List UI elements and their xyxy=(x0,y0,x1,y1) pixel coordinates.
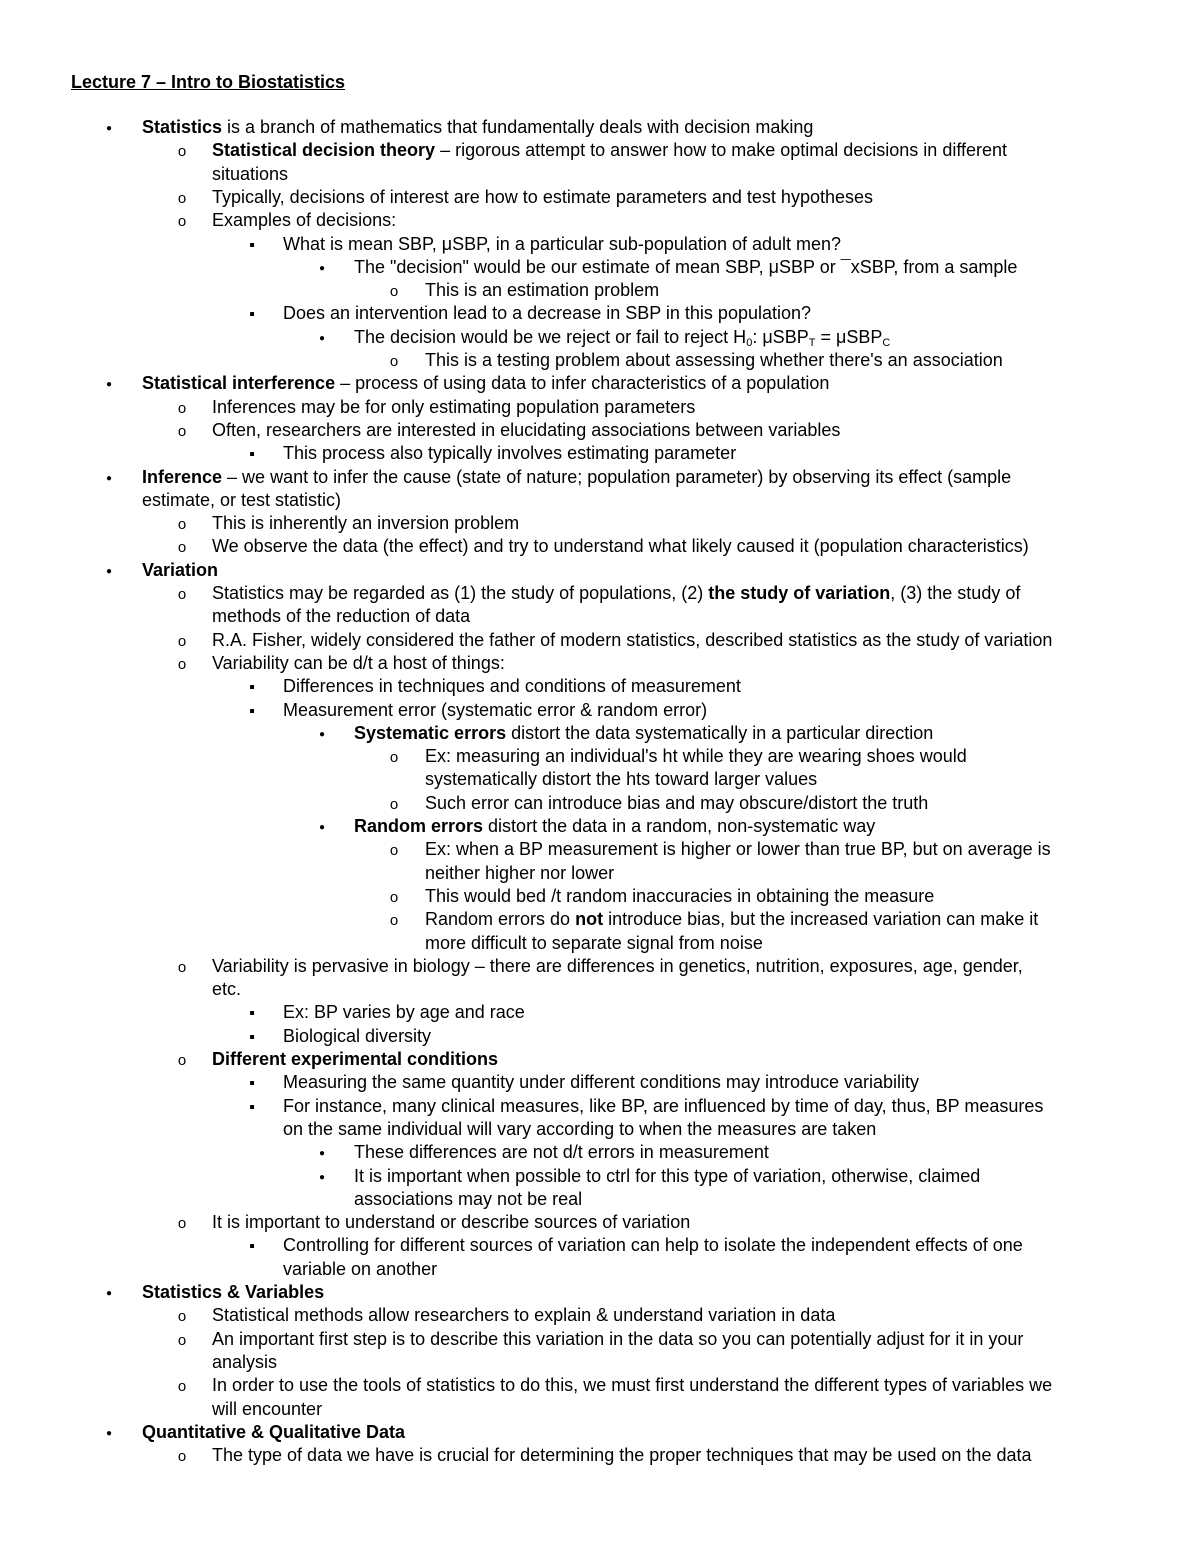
disc-bullet-icon xyxy=(101,116,117,142)
list-item-level-2: Variability can be d/t a host of things: xyxy=(212,652,505,673)
list-item-level-1: Variation xyxy=(142,559,219,580)
list-item-level-4: Systematic errors distort the data systematically in a particular direction xyxy=(354,722,934,743)
list-item-level-3: variable on another xyxy=(283,1258,438,1279)
circle-bullet-icon xyxy=(174,186,190,210)
disc-bullet-icon xyxy=(314,815,330,841)
list-item-level-2: This is inherently an inversion problem xyxy=(212,513,520,534)
circle-bullet-icon xyxy=(174,139,190,163)
disc-bullet-icon xyxy=(314,256,330,282)
list-item-level-5: Ex: measuring an individual's ht while they are wearing shoes would xyxy=(425,746,967,767)
circle-bullet-icon xyxy=(174,955,190,979)
circle-bullet-icon xyxy=(174,1211,190,1235)
circle-bullet-icon xyxy=(174,512,190,536)
list-item-level-2: etc. xyxy=(212,979,242,1000)
circle-bullet-icon xyxy=(386,745,402,769)
circle-bullet-icon xyxy=(174,396,190,420)
square-bullet-icon xyxy=(244,1234,260,1258)
list-item-level-2: Inferences may be for only estimating population parameters xyxy=(212,396,696,417)
list-item-level-1: estimate, or test statistic) xyxy=(142,489,342,510)
square-bullet-icon xyxy=(244,1095,260,1119)
list-item-level-1: Statistical interference – process of using data to infer characteristics of a population xyxy=(142,373,830,394)
circle-bullet-icon xyxy=(174,1304,190,1328)
circle-bullet-icon xyxy=(386,838,402,862)
list-item-level-2: Often, researchers are interested in elucidating associations between variables xyxy=(212,419,841,440)
list-item-level-5: systematically distort the hts toward larger values xyxy=(425,769,818,790)
list-item-level-2: Statistical methods allow researchers to explain & understand variation in data xyxy=(212,1305,836,1326)
circle-bullet-icon xyxy=(174,1374,190,1398)
list-item-level-5: neither higher nor lower xyxy=(425,862,615,883)
circle-bullet-icon xyxy=(174,582,190,606)
list-item-level-5: Random errors do not introduce bias, but the increased variation can make it xyxy=(425,909,1039,930)
circle-bullet-icon xyxy=(174,1444,190,1468)
list-item-level-5: This is an estimation problem xyxy=(425,280,660,301)
circle-bullet-icon xyxy=(174,1048,190,1072)
list-item-level-2: Examples of decisions: xyxy=(212,210,397,231)
list-item-level-2: R.A. Fisher, widely considered the father of modern statistics, described statistics as the study of variation xyxy=(212,629,1053,650)
list-item-level-4: The "decision" would be our estimate of mean SBP, μSBP or ¯xSBP, from a sample xyxy=(354,256,1018,277)
list-item-level-3: on the same individual will vary according to when the measures are taken xyxy=(283,1118,877,1139)
disc-bullet-icon xyxy=(101,1281,117,1307)
list-item-level-2: Statistics may be regarded as (1) the study of populations, (2) the study of variation, (3) the study of xyxy=(212,583,1021,603)
circle-bullet-icon xyxy=(174,652,190,676)
list-item-level-1: Statistics & Variables xyxy=(142,1282,325,1302)
disc-bullet-icon xyxy=(314,1141,330,1167)
disc-bullet-icon xyxy=(101,372,117,398)
list-item-level-3: Measuring the same quantity under different conditions may introduce variability xyxy=(283,1072,920,1093)
circle-bullet-icon xyxy=(174,535,190,559)
square-bullet-icon xyxy=(244,1001,260,1025)
circle-bullet-icon xyxy=(174,419,190,443)
list-item-level-4: The decision would be we reject or fail to reject $H_0$: μSBP$_T$ = μSBP$_C$ xyxy=(354,326,891,349)
square-bullet-icon xyxy=(244,699,260,723)
list-item-level-2: Different experimental conditions xyxy=(212,1049,499,1069)
list-item-level-5: more difficult to separate signal from noise xyxy=(425,932,763,953)
list-item-level-2: will encounter xyxy=(212,1398,323,1419)
list-item-level-2: We observe the data (the effect) and try to understand what likely caused it (population characteristics) xyxy=(212,536,1029,557)
square-bullet-icon xyxy=(244,302,260,326)
list-item-level-5: Such error can introduce bias and may obscure/distort the truth xyxy=(425,792,929,813)
square-bullet-icon xyxy=(244,675,260,699)
circle-bullet-icon xyxy=(386,885,402,909)
disc-bullet-icon xyxy=(314,326,330,352)
list-item-level-3: Biological diversity xyxy=(283,1025,432,1046)
circle-bullet-icon xyxy=(386,792,402,816)
circle-bullet-icon xyxy=(174,209,190,233)
list-item-level-2: It is important to understand or describe sources of variation xyxy=(212,1212,691,1233)
list-item-level-1: Statistics is a branch of mathematics that fundamentally deals with decision making xyxy=(142,117,814,137)
circle-bullet-icon xyxy=(174,1328,190,1352)
list-item-level-3: For instance, many clinical measures, like BP, are influenced by time of day, thus, BP measures xyxy=(283,1095,1044,1116)
list-item-level-2: Statistical decision theory – rigorous attempt to answer how to make optimal decisions in different xyxy=(212,140,1008,161)
list-item-level-2: An important first step is to describe this variation in the data so you can potentially adjust for it in your xyxy=(212,1328,1024,1349)
disc-bullet-icon xyxy=(314,1165,330,1191)
square-bullet-icon xyxy=(244,1025,260,1049)
list-item-level-2: In order to use the tools of statistics to do this, we must first understand the different types of variables we xyxy=(212,1375,1053,1396)
square-bullet-icon xyxy=(244,233,260,257)
list-item-level-4: Random errors distort the data in a random, non-systematic way xyxy=(354,816,876,836)
list-item-level-3: What is mean SBP, μSBP, in a particular sub-population of adult men? xyxy=(283,233,842,254)
list-item-level-3: Ex: BP varies by age and race xyxy=(283,1002,525,1023)
circle-bullet-icon xyxy=(174,629,190,653)
disc-bullet-icon xyxy=(101,466,117,492)
list-item-level-3: Differences in techniques and conditions of measurement xyxy=(283,676,741,697)
square-bullet-icon xyxy=(244,1071,260,1095)
circle-bullet-icon xyxy=(386,349,402,373)
list-item-level-2: situations xyxy=(212,163,289,184)
square-bullet-icon xyxy=(244,442,260,466)
list-item-level-4: associations may not be real xyxy=(354,1188,583,1209)
list-item-level-1: Quantitative & Qualitative Data xyxy=(142,1421,406,1442)
list-item-level-4: It is important when possible to ctrl for this type of variation, otherwise, claimed xyxy=(354,1165,981,1186)
list-item-level-2: analysis xyxy=(212,1351,278,1372)
list-item-level-2: Typically, decisions of interest are how to estimate parameters and test hypotheses xyxy=(212,186,873,207)
list-item-level-3: This process also typically involves estimating parameter xyxy=(283,443,737,464)
list-item-level-2: The type of data we have is crucial for determining the proper techniques that may be used on the data xyxy=(212,1445,1032,1466)
page-title: Lecture 7 – Intro to Biostatistics xyxy=(71,72,346,92)
disc-bullet-icon xyxy=(101,559,117,585)
list-item-level-5: This would bed /t random inaccuracies in obtaining the measure xyxy=(425,885,935,906)
circle-bullet-icon xyxy=(386,908,402,932)
disc-bullet-icon xyxy=(314,722,330,748)
list-item-level-2: Variability is pervasive in biology – there are differences in genetics, nutrition, exposures, age, gender, xyxy=(212,955,1023,976)
list-item-level-2: methods of the reduction of data xyxy=(212,606,471,627)
list-item-level-5: Ex: when a BP measurement is higher or lower than true BP, but on average is xyxy=(425,839,1051,860)
disc-bullet-icon xyxy=(101,1421,117,1447)
list-item-level-3: Measurement error (systematic error & random error) xyxy=(283,699,708,720)
list-item-level-4: These differences are not d/t errors in measurement xyxy=(354,1142,769,1163)
list-item-level-3: Does an intervention lead to a decrease in SBP in this population? xyxy=(283,303,812,324)
list-item-level-3: Controlling for different sources of variation can help to isolate the independent effects of one xyxy=(283,1235,1023,1256)
circle-bullet-icon xyxy=(386,279,402,303)
list-item-level-5: This is a testing problem about assessing whether there's an association xyxy=(425,350,1003,370)
list-item-level-1: Inference – we want to infer the cause (state of nature; population parameter) by observing its effect (sample xyxy=(142,466,1012,487)
